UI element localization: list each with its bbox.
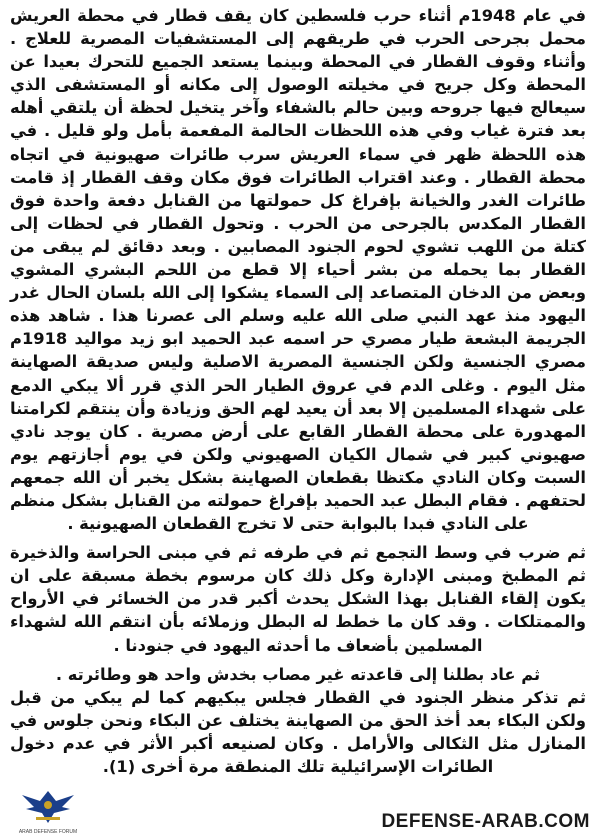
forum-logo — [6, 787, 90, 835]
eagle-emblem-icon — [6, 787, 90, 829]
site-watermark: DEFENSE-ARAB.COM — [381, 811, 590, 832]
logo-caption: ARAB DEFENSE FORUM — [18, 829, 78, 835]
article-body — [10, 4, 586, 778]
article-paragraph-4: ثم تذكر منظر الجنود في القطار فجلس يبكيهم كما لم يبكي من قبل ولكن البكاء بعد أخذ الحق من الصهاينة يختلف عن البكاء ونحن جلوس في المنازل مثل الثكالى والأرامل . وكان لصنيعه أكبر الأثر في عدم دخول الطائرات الإسرائيلية تلك المنطقة مرة أخرى (1). — [10, 687, 586, 776]
article-paragraph-3: ثم عاد بطلنا إلى قاعدته غير مصاب بخدش واحد هو وطائرته . — [55, 664, 541, 684]
article-paragraph-2: ثم ضرب في وسط التجمع ثم في طرفه ثم في مبنى الحراسة والذخيرة ثم المطبخ ومبنى الإدارة وكل ذلك كان مرسوم بخطة مسبقة على ان يكون إلقاء القنابل بهذا الشكل يحدث أكبر قدر من الخسائر في الأرواح والممتلكات . وقد كان ما خطط له البطل وزملائه بأن انتقم الله لشهداء المسلمين بأضعاف ما أحدثه اليهود في جنودنا . — [10, 543, 586, 655]
article-paragraph-1: في عام 1948م أثناء حرب فلسطين كان يقف قطار في محطة العريش محمل بجرحى الحرب في طريقهم إلى المستشفيات المصرية للعلاج . وأثناء وقوف القطار في المحطة وبينما يستعد الجميع للتحرك بعيدا عن المحطة وكل جريح في مخيلته الوصول إلى مكانه أو المستشفى الذي سيعالج فيها جروحه وبين حالم بالشفاء وآخر يتخيل لحظة أن يلتقي أهله بعد فترة غياب وفي هذه اللحظات الحالمة المفعمة بأمل ولو قليل . في هذه اللحظة ظهر في سماء العريش سرب طائرات صهيونية في اتجاه محطة القطار . وعند اقتراب الطائرات فوق مكان وقف القطار إذ قامت طائرات الغدر والخيانة بإفراغ كل حمولتها من القنابل دفعة واحدة فوق القطار المكدس بالجرحى من الحرب . وتحول القطار في لحظات إلى كتلة من اللهب تشوي لحوم الجنود المصابين . وبعد دقائق لم يبقى من القطار بما يحمله من بشر أحياء إلا قطع من اللحم البشري المشوي وبعض من الدخان المتصاعد إلى السماء يشكوا إلى الله بلسان الحال غدر اليهود منذ عهد النبي صلى الله عليه وسلم الى عصرنا هذا . شاهد هذه الجريمة البشعة طيار مصري حر اسمه عبد الحميد ابو زيد مواليد 1918م مصري الجنسية ولكن الجنسية المصرية الاصلية وليس صديقة الصهاينة مثل اليوم . وغلى الدم في عروق الطيار الحر الذي قرر ألا يبكي الدمع على شهداء المسلمين إلا بعد أن يعيد لهم الحق وزيادة وأن ينتقم لكرامتنا المهدورة على محطة القطار القابع على أرض مصرية . كان يوجد نادي صهيوني كبير في شمال الكيان الصهيوني ولكن في يوم أجازتهم يوم السبت وكان النادي مكتظا بقطعان الصهاينة بشكل يخبر أن الله جمعهم لحتفهم . فقام البطل عبد الحميد بإفراغ حمولته من القنابل بشكل منظم على النادي فبدا بالبوابة حتى لا تخرج القطعان الصهيونية . — [10, 6, 586, 534]
